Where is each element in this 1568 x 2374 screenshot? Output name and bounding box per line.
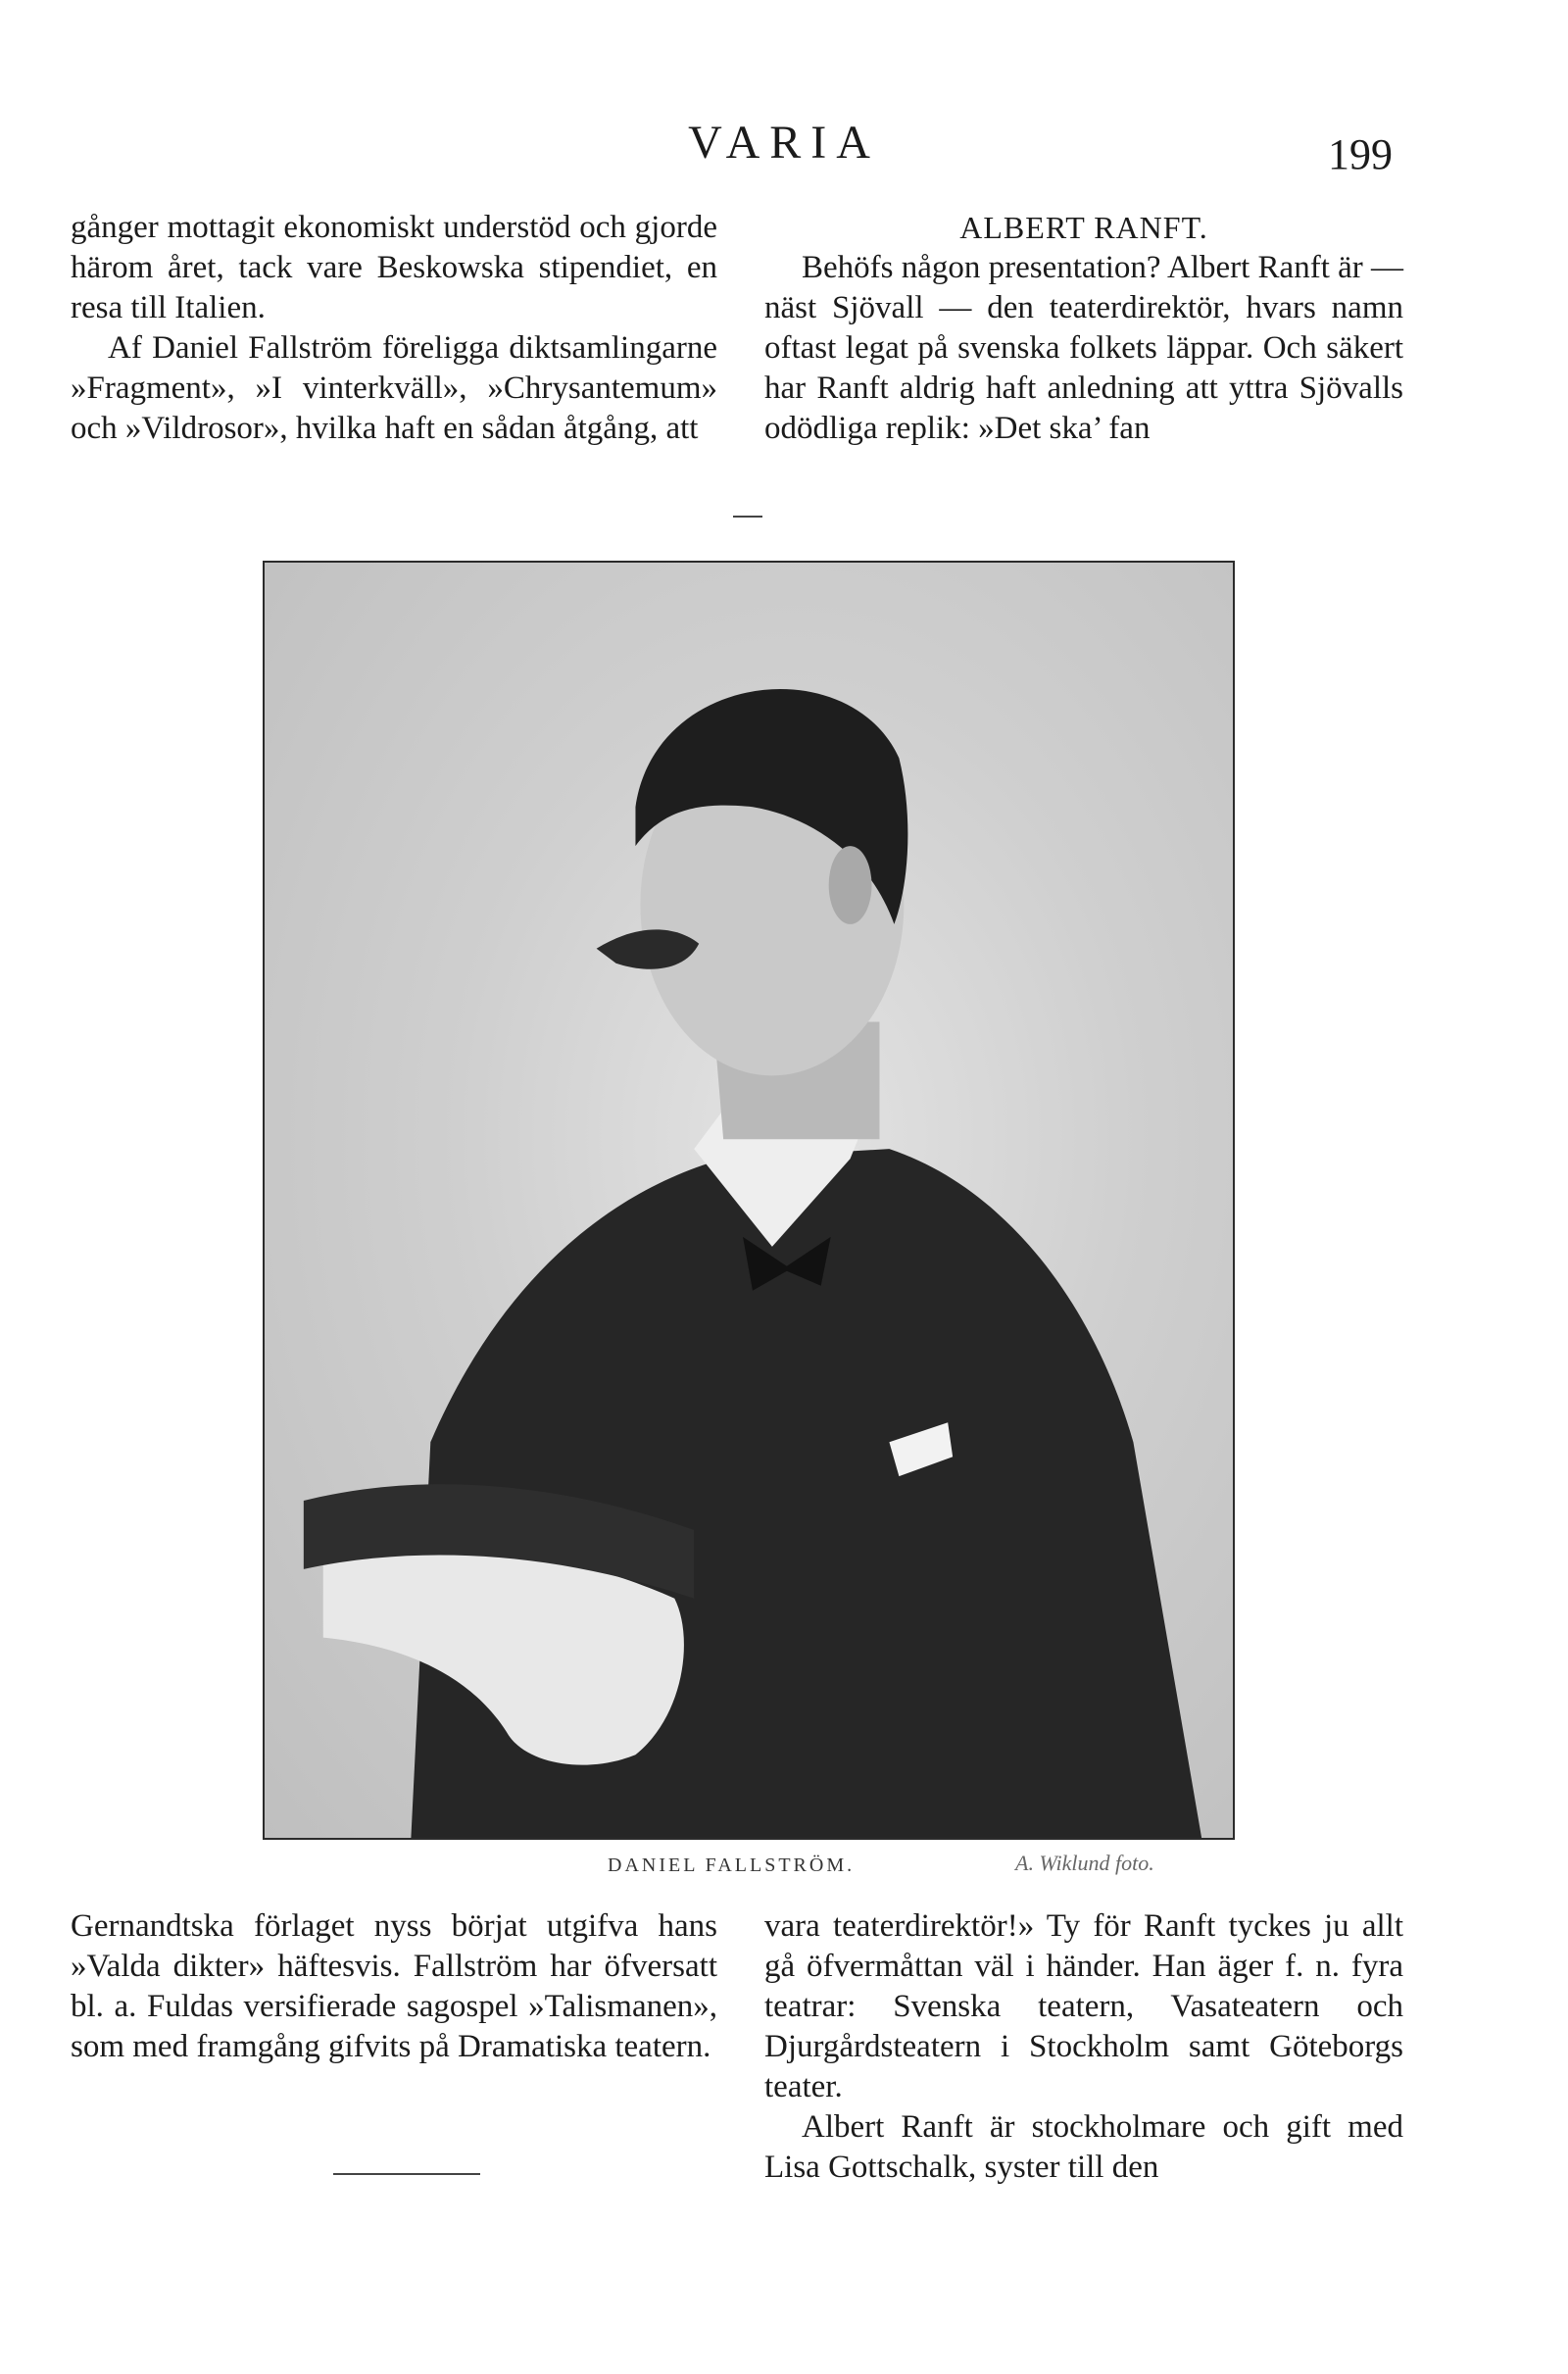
right-column-top: [764, 208, 1403, 449]
section-heading: ALBERT RANFT.: [959, 210, 1208, 245]
portrait-illustration: [265, 563, 1233, 1838]
right-column-bottom: [764, 1906, 1403, 2188]
section-rule: [333, 2173, 480, 2175]
left-column-top: [71, 208, 717, 449]
paragraph: gånger mottagit ekonomiskt understöd och gjorde härom året, tack vare Beskowska stipendiet, en resa till Italien.: [71, 210, 717, 325]
portrait-photo: [263, 561, 1235, 1840]
photo-credit: A. Wiklund foto.: [1015, 1851, 1154, 1875]
page-number: 199: [1328, 130, 1393, 178]
paragraph: vara teaterdirektör!» Ty för Ranft tyckes ju allt gå öfvermåttan väl i händer. Han äger f. n. fyra teatrar: Svenska teatern, Vasateatern och Djurgårdsteatern i Stockholm samt Göteborgs teater.: [764, 1908, 1403, 2104]
column-divider: [733, 516, 762, 518]
left-column-bottom: [71, 1906, 717, 2067]
paragraph: Behöfs någon presentation? Albert Ranft är — näst Sjövall — den teaterdirektör, hvars namn oftast legat på svenska folkets läppar. Och säkert har Ranft aldrig haft anledning att yttra Sjövalls odödliga replik: »Det ska’ fan: [764, 250, 1403, 446]
figure-caption: DANIEL FALLSTRÖM.: [608, 1855, 856, 1876]
paragraph: Af Daniel Fallström föreligga diktsamlingarne »Fragment», »I vinterkväll», »Chrysantemum» och »Vildrosor», hvilka haft en sådan åtgång, att: [71, 330, 717, 446]
running-header: VARIA: [688, 117, 880, 169]
paragraph: Gernandtska förlaget nyss börjat utgifva hans »Valda dikter» häftesvis. Fallström har öfversatt bl. a. Fuldas versifierade sagospel »Talismanen», som med framgång gifvits på Dramatiska teatern.: [71, 1908, 717, 2064]
paragraph: Albert Ranft är stockholmare och gift med Lisa Gottschalk, syster till den: [764, 2109, 1403, 2185]
